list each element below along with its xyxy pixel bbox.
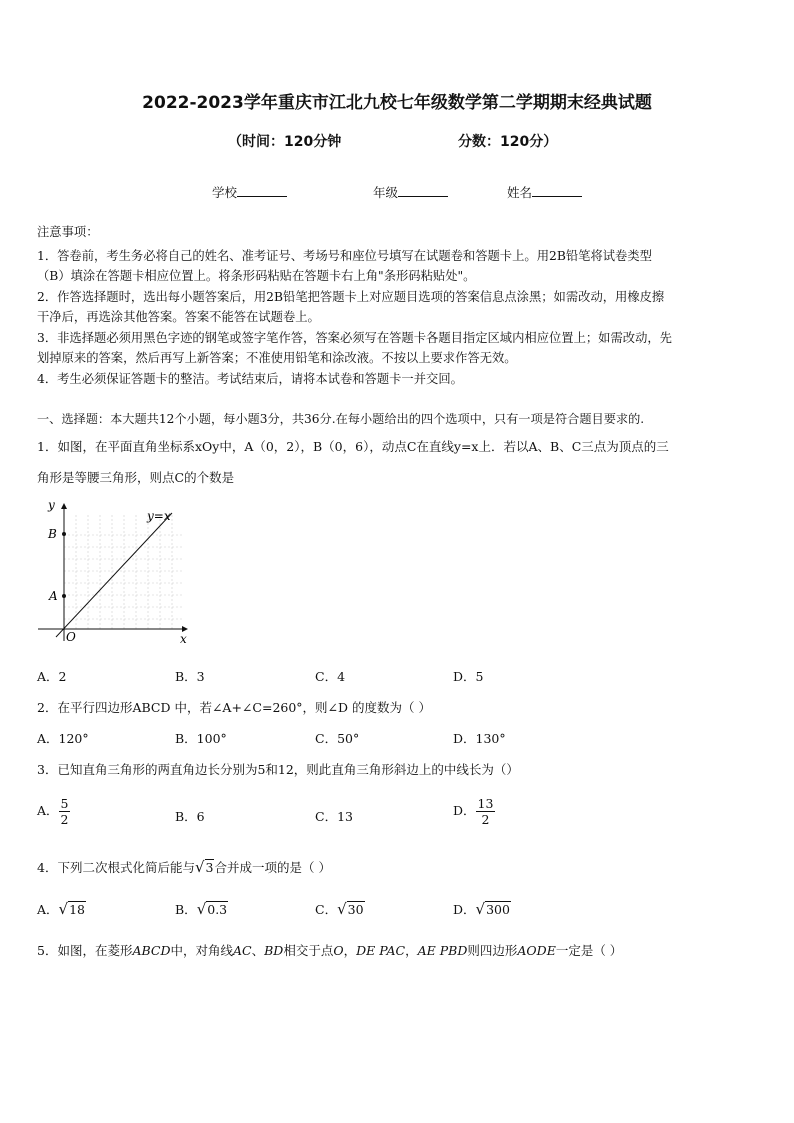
radicand: 18	[69, 902, 85, 917]
math-o: O	[333, 943, 344, 958]
note-line: （B）填涂在答题卡相应位置上。将条形码粘贴在答题卡右上角"条形码粘贴处"。	[37, 269, 476, 283]
option-label: A．	[37, 902, 59, 917]
q1-option-c[interactable]: C．4	[315, 669, 346, 684]
fraction	[59, 796, 71, 827]
note-line: 4．考生必须保证答题卡的整洁。考试结束后，请将本试卷和答题卡一并交回。	[37, 372, 463, 386]
question-1-line1: 1．如图，在平面直角坐标系xOy中，A（0，2），B（0，6），动点C在直线y=x上．若以A、B、C三点为顶点的三	[37, 439, 669, 454]
line-label: y=x	[147, 509, 171, 523]
text-run: 则四边形	[467, 943, 518, 958]
text-run: 相交于点	[283, 943, 334, 958]
q4-option-d[interactable]	[453, 900, 511, 918]
radicand: 30	[347, 902, 364, 917]
math-bd: BD	[264, 943, 284, 958]
q2-option-c[interactable]: C．50°	[315, 731, 360, 746]
point-b	[62, 532, 66, 536]
math-abcd: ABCD	[132, 943, 171, 958]
text-run: 一定是（ ）	[555, 943, 623, 958]
q4-option-c[interactable]	[315, 900, 365, 918]
note-line: 3．非选择题必须用黑色字迹的钢笔或签字笔作答，答案必须写在答题卡各题目指定区域内相应位置上；如需改动，先	[37, 331, 672, 345]
q2-option-d[interactable]: D．130°	[453, 731, 506, 746]
x-axis-label: x	[180, 632, 187, 645]
radical-sign-icon: √	[58, 900, 69, 918]
notes-heading: 注意事项：	[37, 225, 99, 239]
text-run: 5．如图，在菱形	[37, 943, 133, 958]
q3-option-a-label: A．	[37, 803, 59, 818]
q1-option-b[interactable]: B．3	[175, 669, 205, 684]
q3-option-a[interactable]	[37, 796, 70, 827]
math-de-parallel-ac: DE PAC	[356, 943, 406, 958]
q1-option-a[interactable]: A．2	[37, 669, 67, 684]
fraction	[476, 796, 496, 827]
fraction-denominator: 2	[481, 812, 490, 827]
y-axis-label: y	[48, 498, 55, 512]
coordinate-graph	[32, 495, 192, 645]
point-b-label: B	[48, 527, 57, 541]
fraction-numerator: 5	[60, 796, 69, 811]
q2-option-a[interactable]: A．120°	[37, 731, 89, 746]
fraction-numerator: 13	[477, 796, 494, 811]
radicand: 300	[486, 902, 510, 917]
q3-option-d[interactable]	[453, 796, 495, 827]
name-label: 姓名	[507, 185, 533, 200]
sqrt-expression	[59, 900, 86, 918]
q4-option-b[interactable]	[175, 900, 228, 918]
math-ac: AC	[233, 943, 252, 958]
note-line: 2．作答选择题时，选出每小题答案后，用2B铅笔把答题卡上对应题目选项的答案信息点涂黑；如需改动，用橡皮擦	[37, 290, 665, 304]
question-1-line2: 角形是等腰三角形，则点C的个数是	[37, 470, 235, 485]
q3-option-d-label: D．	[453, 803, 476, 818]
sqrt-expression	[197, 900, 228, 918]
school-label: 学校	[212, 185, 238, 200]
school-blank	[237, 184, 287, 197]
sqrt-expression	[195, 858, 215, 876]
text-run: 中，对角线	[170, 943, 234, 958]
note-line: 干净后，再选涂其他答案。答案不能答在试题卷上。	[37, 310, 320, 324]
question-5	[37, 941, 622, 959]
radical-sign-icon: √	[196, 900, 207, 918]
radical-sign-icon: √	[194, 858, 205, 876]
page-title: 2022-2023学年重庆市江北九校七年级数学第二学期期末经典试题	[142, 93, 652, 113]
school-field	[212, 183, 287, 201]
question-4-prefix: 4．下列二次根式化简后能与	[37, 860, 195, 875]
sqrt-expression	[476, 900, 511, 918]
name-blank	[532, 184, 582, 197]
text-run: 、	[251, 943, 265, 958]
sqrt-expression	[337, 900, 364, 918]
radical-sign-icon: √	[475, 900, 486, 918]
grade-label: 年级	[373, 185, 399, 200]
y-axis-arrow	[61, 503, 67, 509]
text-run: ，	[405, 943, 418, 958]
section-heading: 一、选择题：本大题共12个小题，每小题3分，共36分.在每小题给出的四个选项中，只有一项是符合题目要求的.	[37, 412, 645, 426]
question-2: 2．在平行四边形ABCD 中，若∠A+∠C=260°，则∠D 的度数为（ ）	[37, 700, 431, 715]
option-label: D．	[453, 902, 476, 917]
text-run: ，	[343, 943, 357, 958]
math-aode: AODE	[517, 943, 556, 958]
question-3: 3．已知直角三角形的两直角边长分别为5和12，则此直角三角形斜边上的中线长为（）	[37, 762, 519, 777]
graph-grid	[64, 515, 182, 629]
option-label: B．	[175, 902, 197, 917]
q1-option-d[interactable]: D．5	[453, 669, 484, 684]
time-info: （时间：120分钟	[228, 134, 342, 150]
question-4-suffix: 合并成一项的是（ ）	[214, 860, 331, 875]
name-field	[507, 183, 582, 201]
grade-blank	[398, 184, 448, 197]
grade-field	[373, 183, 448, 201]
fraction-denominator: 2	[60, 812, 69, 827]
note-line: 1．答卷前，考生务必将自己的姓名、准考证号、考场号和座位号填写在试题卷和答题卡上。用2B铅笔将试卷类型	[37, 249, 652, 263]
q3-option-b[interactable]: B．6	[175, 809, 205, 824]
q2-option-b[interactable]: B．100°	[175, 731, 227, 746]
score-info: 分数：120分）	[458, 134, 558, 150]
origin-label: O	[66, 630, 76, 644]
question-4	[37, 858, 331, 876]
math-ae-parallel-bd: AE PBD	[417, 943, 468, 958]
radicand: 3	[205, 860, 214, 875]
q3-option-c[interactable]: C．13	[315, 809, 353, 824]
note-line: 划掉原来的答案，然后再写上新答案；不准使用铅笔和涂改液。不按以上要求作答无效。	[37, 351, 517, 365]
line-y-equals-x	[56, 513, 172, 637]
point-a-label: A	[49, 589, 58, 603]
radicand: 0.3	[207, 902, 228, 917]
point-a	[62, 594, 66, 598]
option-label: C．	[315, 902, 338, 917]
radical-sign-icon: √	[337, 900, 347, 918]
q4-option-a[interactable]	[37, 900, 86, 918]
